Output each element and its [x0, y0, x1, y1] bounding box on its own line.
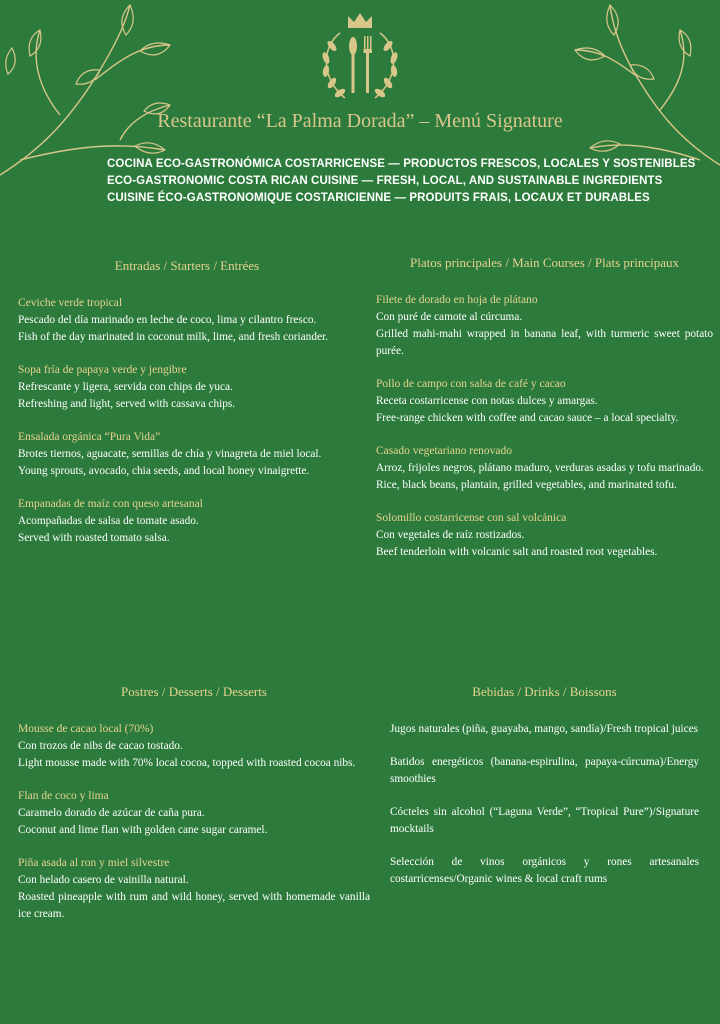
leaf-branch-right-icon — [560, 0, 720, 180]
drink-item: Selección de vinos orgánicos y rones artesanales costarricenses/Organic wines & local craft rums — [390, 856, 699, 885]
menu-item-name: Ceviche verde tropical — [18, 297, 123, 309]
menu-item — [18, 295, 356, 346]
menu-item-desc-en: Grilled mahi-mahi wrapped in banana leaf, with turmeric sweet potato purée. — [376, 328, 713, 357]
starters-section — [18, 258, 356, 547]
menu-item — [376, 292, 713, 360]
menu-item-desc-en: Coconut and lime flan with golden cane sugar caramel. — [18, 824, 268, 836]
subtitle-spanish: COCINA ECO-GASTRONÓMICA COSTARRICENSE — PRODUCTOS FRESCOS, LOCALES Y SOSTENIBLES — [107, 158, 696, 170]
menu-item-desc-es: Con vegetales de raíz rostizados. — [376, 529, 525, 541]
menu-item-desc-es: Refrescante y ligera, servida con chips de yuca. — [18, 381, 233, 393]
restaurant-crest-logo — [300, 8, 420, 108]
menu-item-desc-es: Caramelo dorado de azúcar de caña pura. — [18, 807, 205, 819]
menu-item-desc-en: Served with roasted tomato salsa. — [18, 532, 170, 544]
menu-item — [18, 429, 356, 480]
menu-item-desc-en: Beef tenderloin with volcanic salt and roasted root vegetables. — [376, 546, 658, 558]
menu-item-desc-en: Young sprouts, avocado, chia seeds, and local honey vinaigrette. — [18, 465, 310, 477]
menu-item-name: Sopa fría de papaya verde y jengibre — [18, 364, 187, 376]
desserts-section — [18, 684, 370, 923]
menu-item-desc-es: Acompañadas de salsa de tomate asado. — [18, 515, 199, 527]
menu-item-name: Piña asada al ron y miel silvestre — [18, 857, 170, 869]
menu-item-desc-es: Con puré de camote al cúrcuma. — [376, 311, 523, 323]
menu-item-desc-es: Arroz, frijoles negros, plátano maduro, verduras asadas y tofu marinado. — [376, 462, 704, 474]
menu-item — [376, 443, 713, 494]
mains-title: Platos principales / Main Courses / Plats principaux — [410, 255, 679, 270]
page-title: Restaurante “La Palma Dorada” – Menú Signature — [157, 110, 563, 132]
drinks-section — [390, 684, 699, 904]
drink-item: Jugos naturales (piña, guayaba, mango, sandía)/Fresh tropical juices — [390, 723, 699, 735]
menu-item — [18, 855, 370, 923]
starters-title: Entradas / Starters / Entrées — [114, 258, 260, 273]
menu-item-desc-es: Receta costarricense con notas dulces y amargas. — [376, 395, 598, 407]
subtitle-french: CUISINE ÉCO-GASTRONOMIQUE COSTARICIENNE — PRODUITS FRAIS, LOCAUX ET DURABLES — [107, 192, 650, 204]
menu-item-name: Casado vegetariano renovado — [376, 445, 513, 457]
subtitle-block — [107, 156, 695, 207]
menu-item-desc-es: Con helado casero de vainilla natural. — [18, 874, 189, 886]
menu-item-name: Ensalada orgánica “Pura Vida” — [18, 431, 161, 443]
menu-item — [376, 376, 713, 427]
menu-item-desc-en: Fish of the day marinated in coconut milk, lime, and fresh coriander. — [18, 331, 328, 343]
menu-item-name: Filete de dorado en hoja de plátano — [376, 294, 538, 306]
menu-item — [18, 362, 356, 413]
menu-item-desc-en: Free-range chicken with coffee and cacao sauce – a local specialty. — [376, 412, 679, 424]
menu-item — [18, 496, 356, 547]
menu-item-name: Pollo de campo con salsa de café y cacao — [376, 378, 566, 390]
menu-item-desc-en: Roasted pineapple with rum and wild honey, served with homemade vanilla ice cream. — [18, 891, 370, 920]
drink-item: Cócteles sin alcohol (“Laguna Verde”, “Tropical Pure”)/Signature mocktails — [390, 806, 699, 835]
menu-item-desc-en: Rice, black beans, plantain, grilled vegetables, and marinated tofu. — [376, 479, 677, 491]
menu-item-desc-es: Con trozos de nibs de cacao tostado. — [18, 740, 183, 752]
subtitle-english: ECO-GASTRONOMIC COSTA RICAN CUISINE — FRESH, LOCAL, AND SUSTAINABLE INGREDIENTS — [107, 175, 663, 187]
menu-item-name: Mousse de cacao local (70%) — [18, 723, 154, 735]
menu-item-desc-en: Refreshing and light, served with cassava chips. — [18, 398, 236, 410]
menu-item-name: Flan de coco y lima — [18, 790, 109, 802]
menu-item-desc-es: Brotes tiernos, aguacate, semillas de chía y vinagreta de miel local. — [18, 448, 322, 460]
menu-item — [18, 788, 370, 839]
menu-item — [376, 510, 713, 561]
drinks-title: Bebidas / Drinks / Boissons — [472, 684, 617, 699]
desserts-title: Postres / Desserts / Desserts — [121, 684, 267, 699]
menu-item-name: Empanadas de maíz con queso artesanal — [18, 498, 203, 510]
menu-item-desc-es: Pescado del día marinado en leche de coco, lima y cilantro fresco. — [18, 314, 317, 326]
menu-item-name: Solomillo costarricense con sal volcánica — [376, 512, 567, 524]
mains-section — [376, 255, 713, 561]
menu-item — [18, 721, 370, 772]
drink-item: Batidos energéticos (banana-espirulina, papaya-cúrcuma)/Energy smoothies — [390, 756, 699, 785]
menu-item-desc-en: Light mousse made with 70% local cocoa, topped with roasted cocoa nibs. — [18, 757, 356, 769]
